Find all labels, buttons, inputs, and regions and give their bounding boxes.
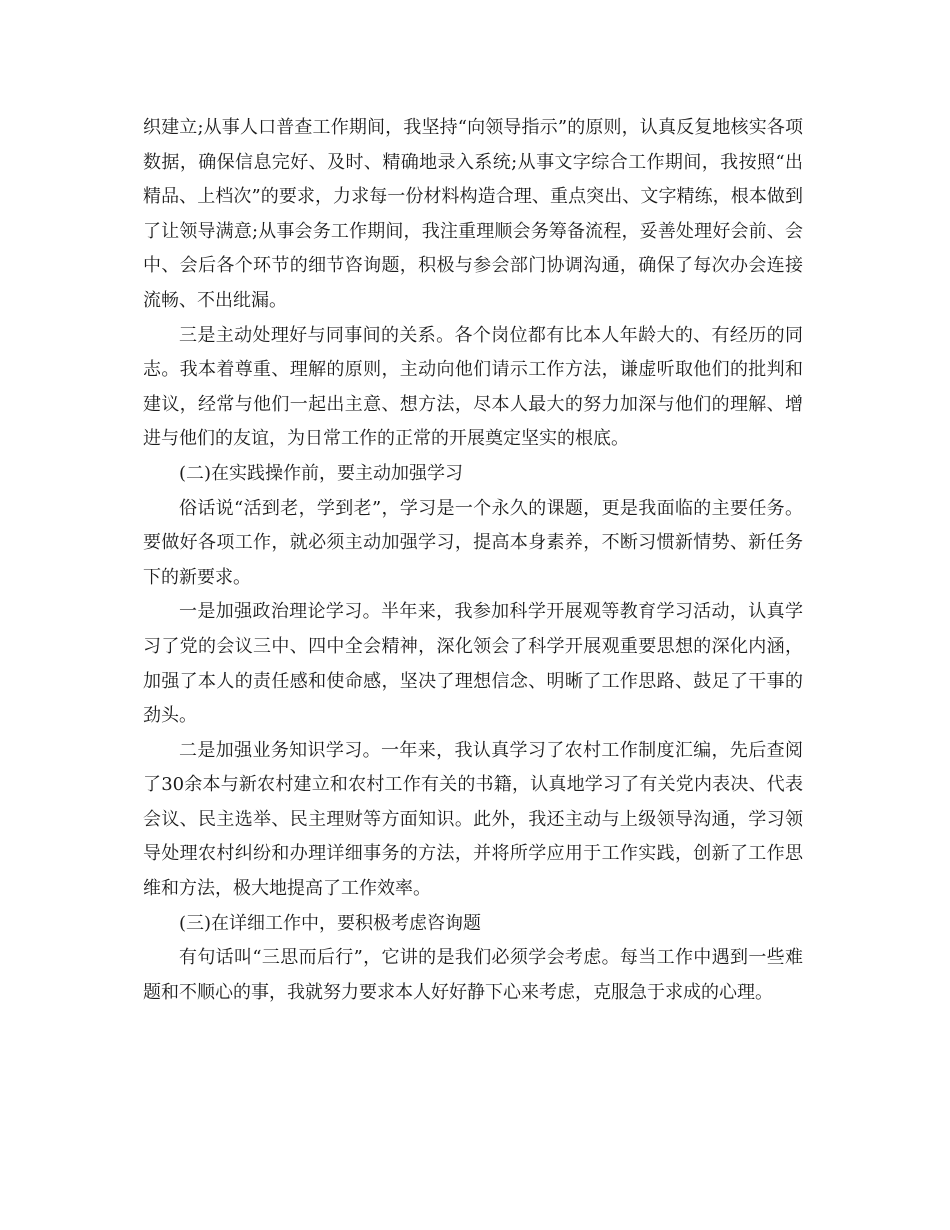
section-heading-3: (三)在详细工作中，要积极考虑咨询题 — [179, 912, 482, 934]
section-heading-2: (二)在实践操作前，要主动加强学习 — [179, 462, 464, 484]
paragraph-1: 织建立;从事人口普查工作期间，我坚持“向领导指示”的原则，认真反复地核实各项数据，确保信息完好、及时、精确地录入系统;从事文字综合工作期间，我按照“出精品、上档次”的要求，力求每一份材料构造合理、重点突出、文字精练，根本做到了让领导满意;从事会务工作期间，我注重理顺会务筹备流程，妥善处理好会前、会中、会后各个环节的细节咨询题，积极与参会部门协调沟通，确保了每次办会连接流畅、不出纰漏。 — [143, 117, 803, 311]
paragraph-5: 一是加强政治理论学习。半年来，我参加科学开展观等教育学习活动，认真学习了党的会议三中、四中全会精神，深化领会了科学开展观重要思想的深化内涵，加强了本人的责任感和使命感，坚决了理想信念、明晰了工作思路、鼓足了干事的劲头。 — [143, 601, 803, 727]
paragraph-2: 三是主动处理好与同事间的关系。各个岗位都有比本人年龄大的、有经历的同志。我本着尊重、理解的原则，主动向他们请示工作方法，谦虚听取他们的批判和建议，经常与他们一起出主意、想方法，尽本人最大的努力加深与他们的理解、增进与他们的友谊，为日常工作的正常的开展奠定坚实的根底。 — [143, 324, 803, 450]
paragraph-4: 俗话说“活到老，学到老”，学习是一个永久的课题，更是我面临的主要任务。要做好各项工作，就必须主动加强学习，提高本身素养，不断习惯新情势、新任务下的新要求。 — [143, 497, 803, 588]
paragraph-8: 有句话叫“三思而后行”，它讲的是我们必须学会考虑。每当工作中遇到一些难题和不顺心的事，我就努力要求本人好好静下心来考虑，克服急于求成的心理。 — [143, 947, 803, 1003]
paragraph-6: 二是加强业务知识学习。一年来，我认真学习了农村工作制度汇编，先后查阅了30余本与新农村建立和农村工作有关的书籍，认真地学习了有关党内表决、代表会议、民主选举、民主理财等方面知识。此外，我还主动与上级领导沟通，学习领导处理农村纠纷和办理详细事务的方法，并将所学应用于工作实践，创新了工作思维和方法，极大地提高了工作效率。 — [143, 739, 803, 900]
body-text — [143, 111, 803, 1010]
